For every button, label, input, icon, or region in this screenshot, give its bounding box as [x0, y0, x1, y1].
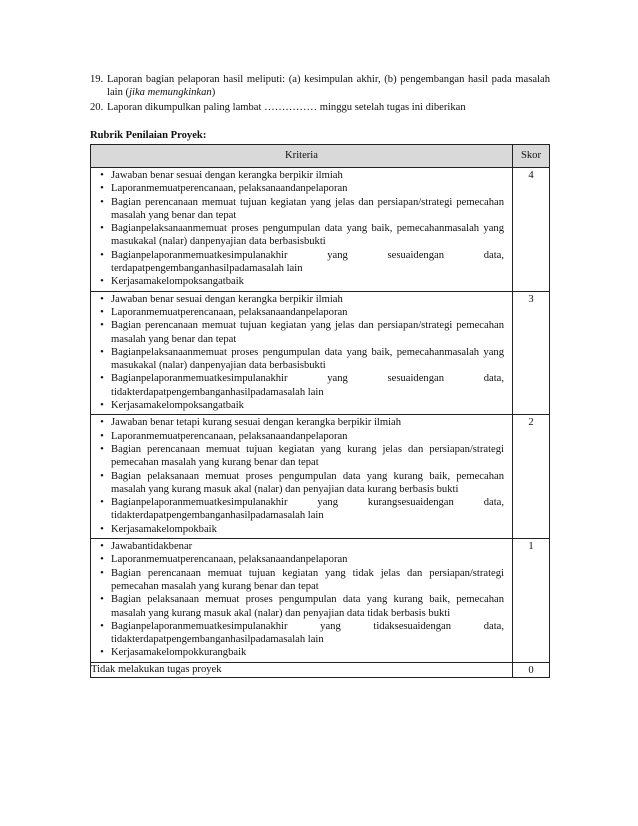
bullet-icon: • — [100, 183, 104, 195]
intro-list — [90, 73, 550, 115]
bullet-icon: • — [100, 541, 104, 553]
criteria-text: Laporanmemuatperencanaan, pelaksanaandanpelaporan — [111, 306, 348, 318]
list-item — [93, 275, 504, 288]
bullet-icon: • — [100, 249, 104, 261]
bullet-icon: • — [100, 567, 104, 579]
rubric-table — [90, 144, 550, 678]
criteria-text: Bagian perencanaan memuat tujuan kegiatan yang kurang jelas dan persiapan/strategi pemecahan masalah yang kurang benar dan tepat — [111, 443, 504, 469]
criteria-cell — [91, 415, 513, 539]
list-item — [93, 567, 504, 594]
bullet-icon: • — [100, 647, 104, 659]
criteria-list — [91, 168, 512, 291]
list-item — [93, 196, 504, 223]
criteria-text: Laporanmemuatperencanaan, pelaksanaandanpelaporan — [111, 554, 348, 566]
table-row-no-task — [91, 662, 550, 677]
list-item-20 — [90, 101, 550, 114]
list-item — [93, 306, 504, 319]
bullet-icon: • — [100, 430, 104, 442]
criteria-text: Bagian pelaksanaan memuat proses pengumpulan data yang kurang baik, pemecahan masalah yang kurang masuk akal (nalar) dan penyajian data tidak berbasis bukti — [111, 594, 504, 619]
item-text: Laporan bagian pelaporan hasil meliputi: (a) kesimpulan akhir, (b) pengembangan hasil pada masalah lain (jika memungkinkan) — [107, 74, 550, 99]
score-cell: 0 — [513, 662, 550, 677]
list-item — [93, 443, 504, 470]
criteria-text: Bagianpelaporanmemuatkesimpulanakhir yang tidaksesuaidengan data, tidakterdapatpengembanganhasilpadamasalah lain — [111, 620, 504, 646]
item-text: Laporan dikumpulkan paling lambat …………… minggu setelah tugas ini diberikan — [107, 101, 466, 113]
table-row — [91, 415, 550, 539]
criteria-text: Bagianpelaksanaanmemuat proses pengumpulan data yang baik, pemecahanmasalah yang masukakal (nalar) danpenyajian data berbasisbukti — [111, 223, 504, 248]
bullet-icon: • — [100, 293, 104, 305]
list-item — [93, 249, 504, 276]
bullet-icon: • — [100, 276, 104, 288]
list-item — [93, 540, 504, 553]
list-item — [93, 496, 504, 523]
list-item — [93, 293, 504, 306]
criteria-text: Jawaban benar sesuai dengan kerangka berpikir ilmiah — [111, 293, 343, 305]
list-item — [93, 430, 504, 443]
table-header-row — [91, 145, 550, 168]
bullet-icon: • — [100, 196, 104, 208]
bullet-icon: • — [100, 523, 104, 535]
table-row — [91, 168, 550, 292]
criteria-text: Kerjasamakelompokbaik — [111, 523, 217, 535]
list-item — [93, 620, 504, 647]
list-item — [93, 553, 504, 566]
score-header: Skor — [513, 145, 550, 168]
score-cell: 4 — [513, 168, 550, 292]
criteria-text: Bagian perencanaan memuat tujuan kegiatan yang jelas dan persiapan/strategi pemecahan masalah yang benar dan tepat — [111, 196, 504, 221]
criteria-text: Kerjasamakelompoksangatbaik — [111, 400, 244, 412]
list-item — [93, 470, 504, 497]
criteria-text: Laporanmemuatperencanaan, pelaksanaandanpelaporan — [111, 430, 348, 442]
bullet-icon: • — [100, 620, 104, 632]
list-item — [93, 222, 504, 249]
item-number: 19. — [90, 74, 104, 85]
criteria-text: Bagian perencanaan memuat tujuan kegiatan yang tidak jelas dan persiapan/strategi pemecahan masalah yang kurang benar dan tepat — [111, 567, 504, 592]
list-item — [93, 182, 504, 195]
criteria-list — [91, 292, 512, 415]
bullet-icon: • — [100, 373, 104, 385]
bullet-icon: • — [100, 346, 104, 358]
criteria-list — [91, 539, 512, 662]
criteria-cell — [91, 291, 513, 415]
list-item — [93, 346, 504, 373]
list-item — [93, 416, 504, 429]
bullet-icon: • — [100, 400, 104, 412]
bullet-icon: • — [100, 470, 104, 482]
criteria-text: Jawabantidakbenar — [111, 541, 193, 553]
score-cell: 3 — [513, 291, 550, 415]
criteria-text: Jawaban benar sesuai dengan kerangka berpikir ilmiah — [111, 170, 343, 181]
bullet-icon: • — [100, 306, 104, 318]
criteria-text: Bagian pelaksanaan memuat proses pengumpulan data yang kurang baik, pemecahan masalah yang kurang masuk akal (nalar) dan penyajian data kurang berbasis bukti — [111, 470, 504, 495]
criteria-text: Laporanmemuatperencanaan, pelaksanaandanpelaporan — [111, 183, 348, 195]
table-row — [91, 291, 550, 415]
bullet-icon: • — [100, 443, 104, 455]
list-item — [93, 523, 504, 536]
criteria-text: Bagianpelaksanaanmemuat proses pengumpulan data yang baik, pemecahanmasalah yang masukakal (nalar) danpenyajian data berbasisbukti — [111, 346, 504, 372]
bullet-icon: • — [100, 320, 104, 332]
rubric-body — [91, 168, 550, 663]
criteria-text: Bagian perencanaan memuat tujuan kegiatan yang jelas dan persiapan/strategi pemecahan masalah yang benar dan tepat — [111, 320, 504, 345]
list-item — [93, 169, 504, 182]
bullet-icon: • — [100, 594, 104, 606]
list-item — [93, 399, 504, 412]
criteria-text: Bagianpelaporanmemuatkesimpulanakhir yang sesuaidengan data, terdapatpengembanganhasilpadamasalah lain — [111, 249, 504, 275]
criteria-text: Bagianpelaporanmemuatkesimpulanakhir yang sesuaidengan data, tidakterdapatpengembanganhasilpadamasalah lain — [111, 373, 504, 398]
item-number: 20. — [90, 101, 104, 113]
criteria-text: Kerjasamakelompokkurangbaik — [111, 647, 247, 659]
bullet-icon: • — [100, 170, 104, 181]
table-row — [91, 539, 550, 663]
bullet-icon: • — [100, 554, 104, 566]
rubric-title: Rubrik Penilaian Proyek: — [90, 130, 207, 141]
criteria-text: Kerjasamakelompoksangatbaik — [111, 276, 244, 288]
score-cell: 1 — [513, 539, 550, 663]
list-item — [93, 319, 504, 346]
criteria-cell: Tidak melakukan tugas proyek — [91, 662, 513, 677]
bullet-icon: • — [100, 223, 104, 235]
criteria-header: Kriteria — [91, 145, 513, 168]
bullet-icon: • — [100, 497, 104, 509]
criteria-text: Jawaban benar tetapi kurang sesuai dengan kerangka berpikir ilmiah — [111, 417, 402, 429]
bullet-icon: • — [100, 417, 104, 429]
list-item — [93, 646, 504, 659]
criteria-cell — [91, 168, 513, 292]
score-cell: 2 — [513, 415, 550, 539]
list-item — [93, 593, 504, 620]
list-item-19 — [90, 73, 550, 100]
criteria-cell — [91, 539, 513, 663]
criteria-list — [91, 415, 512, 538]
list-item — [93, 372, 504, 399]
criteria-text: Bagianpelaporanmemuatkesimpulanakhir yang kurangsesuaidengan data, tidakterdapatpengembanganhasilpadamasalah lain — [111, 497, 504, 522]
